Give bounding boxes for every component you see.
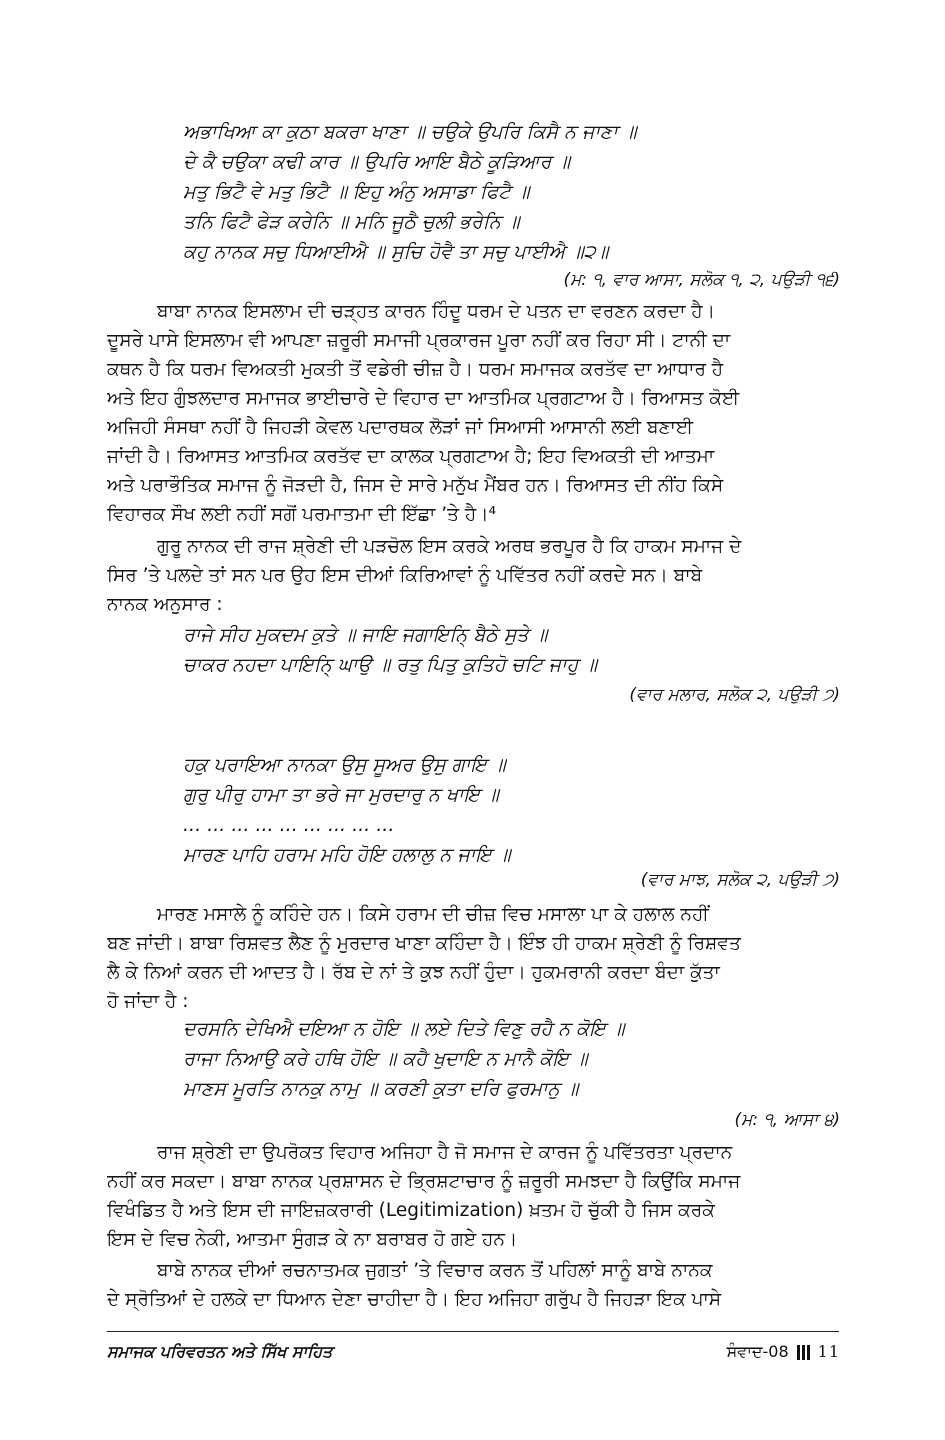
paragraph-line: ਵਿਹਾਰਕ ਸੌਖ ਲਈ ਨਹੀਂ ਸਗੋਂ ਪਰਮਾਤਮਾ ਦੀ ਇੱਛਾ ’ਤੇ ਹੈ।⁴ xyxy=(107,504,497,525)
paragraph-line: ਮਾਰਣ ਮਸਾਲੇ ਨੂੰ ਕਹਿੰਦੇ ਹਨ। ਕਿਸੇ ਹਰਾਮ ਦੀ ਚੀਜ਼ ਵਿਚ ਮਸਾਲਾ ਪਾ ਕੇ ਹਲਾਲ ਨਹੀਂ xyxy=(157,904,709,925)
paragraph-line: ਨਹੀਂ ਕਰ ਸਕਦਾ। ਬਾਬਾ ਨਾਨਕ ਪ੍ਰਸ਼ਾਸਨ ਦੇ ਭ੍ਰਿਸ਼ਟਾਚਾਰ ਨੂੰ ਜ਼ਰੂਰੀ ਸਮਝਦਾ ਹੈ ਕਿਉਂਕਿ ਸਮਾਜ xyxy=(107,1171,741,1192)
verse-line: ਗੁਰੁ ਪੀਰੁ ਹਾਮਾ ਤਾ ਭਰੇ ਜਾ ਮੁਰਦਾਰੁ ਨ ਖਾਇ ॥ xyxy=(183,784,499,806)
paragraph-line: ਬਾਬਾ ਨਾਨਕ ਇਸਲਾਮ ਦੀ ਚੜ੍ਹਤ ਕਾਰਨ ਹਿੰਦੂ ਧਰਮ ਦੇ ਪਤਨ ਦਾ ਵਰਣਨ ਕਰਦਾ ਹੈ। xyxy=(157,301,716,322)
paragraph-3 xyxy=(107,900,839,1016)
paragraph-line: ਦੂਸਰੇ ਪਾਸੇ ਇਸਲਾਮ ਵੀ ਆਪਣਾ ਜ਼ਰੂਰੀ ਸਮਾਜੀ ਪ੍ਰਕਾਰਜ ਪੂਰਾ ਨਹੀਂ ਕਰ ਰਿਹਾ ਸੀ। ਟਾਨੀ ਦਾ xyxy=(107,330,731,351)
citation: (ਵਾਰ ਮਲਾਰ, ਸਲੋਕ ੨, ਪਉੜੀ ੭) xyxy=(629,685,840,705)
paragraph-line: ਦੇ ਸ੍ਰੋਤਿਆਂ ਦੇ ਹਲਕੇ ਦਾ ਧਿਆਨ ਦੇਣਾ ਚਾਹੀਦਾ ਹੈ। ਇਹ ਅਜਿਹਾ ਗਰੁੱਪ ਹੈ ਜਿਹੜਾ ਇਕ ਪਾਸੇ xyxy=(107,1289,722,1310)
verse-block-4 xyxy=(183,1014,843,1104)
verse-line: ਦੇ ਕੈ ਚਉਕਾ ਕਢੀ ਕਾਰ ॥ ਉਪਰਿ ਆਇ ਬੈਠੇ ਕੂੜਿਆਰ ॥ xyxy=(183,151,571,173)
paragraph-line: ਇਸ ਦੇ ਵਿਚ ਨੇਕੀ, ਆਤਮਾ ਸੁੰਗੜ ਕੇ ਨਾ ਬਰਾਬਰ ਹੋ ਗਏ ਹਨ। xyxy=(107,1229,518,1250)
running-title: ਸਮਾਜਕ ਪਰਿਵਰਤਨ ਅਤੇ ਸਿੱਖ ਸਾਹਿਤ xyxy=(107,1342,333,1361)
bars-icon xyxy=(797,1344,810,1360)
paragraph-line: ਬਾਬੇ ਨਾਨਕ ਦੀਆਂ ਰਚਨਾਤਮਕ ਜੁਗਤਾਂ ’ਤੇ ਵਿਚਾਰ ਕਰਨ ਤੋਂ ਪਹਿਲਾਂ ਸਾਨੂੰ ਬਾਬੇ ਨਾਨਕ xyxy=(157,1260,713,1281)
paragraph-5 xyxy=(107,1256,839,1314)
paragraph-line: ਜਾਂਦੀ ਹੈ। ਰਿਆਸਤ ਆਤਮਿਕ ਕਰਤੱਵ ਦਾ ਕਾਲਕ ਪ੍ਰਗਟਾਅ ਹੈ; ਇਹ ਵਿਅਕਤੀ ਦੀ ਆਤਮਾ xyxy=(107,446,715,467)
citation: (ਮ: ੧, ਆਸਾ ੪) xyxy=(734,1110,840,1130)
verse-line: ਰਾਜੇ ਸੀਹ ਮੁਕਦਮ ਕੁਤੇ ॥ ਜਾਇ ਜਗਾਇਨਿ੍ ਬੈਠੇ ਸੁਤੇ ॥ xyxy=(183,624,548,646)
paragraph-line: ਅਜਿਹੀ ਸੰਸਥਾ ਨਹੀਂ ਹੈ ਜਿਹੜੀ ਕੇਵਲ ਪਦਾਰਥਕ ਲੋੜਾਂ ਜਾਂ ਸਿਆਸੀ ਆਸਾਨੀ ਲਈ ਬਣਾਈ xyxy=(107,417,694,438)
ellipsis-line: ... ... ... ... ... ... ... ... ... xyxy=(183,814,395,836)
paragraph-line: ਹੋ ਜਾਂਦਾ ਹੈ : xyxy=(107,991,189,1012)
verse-line: ਚਾਕਰ ਨਹਦਾ ਪਾਇਨਿ੍ ਘਾਉ ॥ ਰਤੁ ਪਿਤੁ ਕੁਤਿਹੋ ਚਟਿ ਜਾਹੁ ॥ xyxy=(183,654,598,676)
paragraph-line: ਨਾਨਕ ਅਨੁਸਾਰ : xyxy=(107,594,223,615)
paragraph-line: ਬਣ ਜਾਂਦੀ। ਬਾਬਾ ਰਿਸ਼ਵਤ ਲੈਣ ਨੂੰ ਮੁਰਦਾਰ ਖਾਣਾ ਕਹਿੰਦਾ ਹੈ। ਇੰਝ ਹੀ ਹਾਕਮ ਸ਼੍ਰੇਣੀ ਨੂੰ ਰਿਸ਼ਵਤ xyxy=(107,933,741,954)
verse-line: ਹਕੁ ਪਰਾਇਆ ਨਾਨਕਾ ਉਸੁ ਸੂਅਰ ਉਸੁ ਗਾਇ ॥ xyxy=(183,754,506,776)
paragraph-line: ਸਿਰ ’ਤੇ ਪਲਦੇ ਤਾਂ ਸਨ ਪਰ ਉਹ ਇਸ ਦੀਆਂ ਕਿਰਿਆਵਾਂ ਨੂੰ ਪਵਿੱਤਰ ਨਹੀਂ ਕਰਦੇ ਸਨ। ਬਾਬੇ xyxy=(107,565,703,586)
verse-line: ਮਤੁ ਭਿਟੈ ਵੇ ਮਤੁ ਭਿਟੈ ॥ ਇਹੁ ਅੰਨੁ ਅਸਾਡਾ ਫਿਟੈ ॥ xyxy=(183,181,530,203)
verse-block-2 xyxy=(183,620,843,680)
citation: (ਵਾਰ ਮਾਝ, ਸਲੋਕ ੨, ਪਉੜੀ ੭) xyxy=(640,870,840,890)
verse-block-1 xyxy=(183,117,843,267)
paragraph-line: ਲੈ ਕੇ ਨਿਆਂ ਕਰਨ ਦੀ ਆਦਤ ਹੈ। ਰੱਬ ਦੇ ਨਾਂ ਤੇ ਕੁਝ ਨਹੀਂ ਹੁੰਦਾ। ਹੁਕਮਰਾਨੀ ਕਰਦਾ ਬੰਦਾ ਕੁੱਤਾ xyxy=(107,962,720,983)
paragraph-2 xyxy=(107,532,839,619)
footer-divider xyxy=(107,1331,839,1332)
citation: (ਮ: ੧, ਵਾਰ ਆਸਾ, ਸਲੋਕ ੧, ੨, ਪਉੜੀ ੧੬) xyxy=(563,270,840,290)
page-number: 11 xyxy=(817,1342,840,1361)
verse-line: ਦਰਸਨਿ ਦੇਖਿਐ ਦਇਆ ਨ ਹੋਇ ॥ ਲਏ ਦਿਤੇ ਵਿਣੁ ਰਹੈ ਨ ਕੋਇ ॥ xyxy=(183,1018,625,1040)
paragraph-line: ਵਿਖੰਡਿਤ ਹੈ ਅਤੇ ਇਸ ਦੀ ਜਾਇਜ਼ਕਰਾਰੀ (Legitimization) ਖ਼ਤਮ ਹੋ ਚੁੱਕੀ ਹੈ ਜਿਸ ਕਰਕੇ xyxy=(107,1200,715,1221)
verse-line: ਕਹੁ ਨਾਨਕ ਸਚੁ ਧਿਆਈਐ ॥ ਸੁਚਿ ਹੋਵੈ ਤਾ ਸਚੁ ਪਾਈਐ ॥੨॥ xyxy=(183,241,609,263)
paragraph-line: ਗੁਰੂ ਨਾਨਕ ਦੀ ਰਾਜ ਸ਼੍ਰੇਣੀ ਦੀ ਪੜਚੋਲ ਇਸ ਕਰਕੇ ਅਰਥ ਭਰਪੂਰ ਹੈ ਕਿ ਹਾਕਮ ਸਮਾਜ ਦੇ xyxy=(157,536,742,557)
verse-line: ਤਨਿ ਫਿਟੈ ਫੇੜ ਕਰੇਨਿ ॥ ਮਨਿ ਜੂਠੈ ਚੁਲੀ ਭਰੇਨਿ ॥ xyxy=(183,211,520,233)
verse-line: ਅਭਾਖਿਆ ਕਾ ਕੁਠਾ ਬਕਰਾ ਖਾਣਾ ॥ ਚਉਕੇ ਉਪਰਿ ਕਿਸੈ ਨ ਜਾਣਾ ॥ xyxy=(183,121,637,143)
paragraph-line: ਅਤੇ ਇਹ ਗੁੰਝਲਦਾਰ ਸਮਾਜਕ ਭਾਈਚਾਰੇ ਦੇ ਵਿਹਾਰ ਦਾ ਆਤਮਿਕ ਪ੍ਰਗਟਾਅ ਹੈ। ਰਿਆਸਤ ਕੋਈ xyxy=(107,388,740,409)
paragraph-line: ਕਥਨ ਹੈ ਕਿ ਧਰਮ ਵਿਅਕਤੀ ਮੁਕਤੀ ਤੋਂ ਵਡੇਰੀ ਚੀਜ਼ ਹੈ। ਧਰਮ ਸਮਾਜਕ ਕਰਤੱਵ ਦਾ ਆਧਾਰ ਹੈ xyxy=(107,359,724,380)
verse-line: ਮਾਣਸ ਮੂਰਤਿ ਨਾਨਕੁ ਨਾਮੁ ॥ ਕਰਣੀ ਕੁਤਾ ਦਰਿ ਫੁਰਮਾਨੁ ॥ xyxy=(183,1078,579,1100)
paragraph-1 xyxy=(107,297,839,529)
verse-line: ਰਾਜਾ ਨਿਆਉ ਕਰੇ ਹਥਿ ਹੋਇ ॥ ਕਹੈ ਖੁਦਾਇ ਨ ਮਾਨੈ ਕੋਇ ॥ xyxy=(183,1048,588,1070)
page-footer-right xyxy=(727,1340,840,1364)
issue-label: ਸੰਵਾਦ-08 xyxy=(726,1342,789,1361)
paragraph-4 xyxy=(107,1138,839,1254)
paragraph-line: ਅਤੇ ਪਰਾਭੌਤਿਕ ਸਮਾਜ ਨੂੰ ਜੋੜਦੀ ਹੈ, ਜਿਸ ਦੇ ਸਾਰੇ ਮਨੁੱਖ ਮੈਂਬਰ ਹਨ। ਰਿਆਸਤ ਦੀ ਨੀਂਹ ਕਿਸੇ xyxy=(107,475,724,496)
paragraph-line: ਰਾਜ ਸ਼੍ਰੇਣੀ ਦਾ ਉਪਰੋਕਤ ਵਿਹਾਰ ਅਜਿਹਾ ਹੈ ਜੋ ਸਮਾਜ ਦੇ ਕਾਰਜ ਨੂੰ ਪਵਿੱਤਰਤਾ ਪ੍ਰਦਾਨ xyxy=(157,1142,733,1163)
verse-block-3 xyxy=(183,750,843,870)
verse-line: ਮਾਰਣ ਪਾਹਿ ਹਰਾਮ ਮਹਿ ਹੋਇ ਹਲਾਲੁ ਨ ਜਾਇ ॥ xyxy=(183,844,511,866)
